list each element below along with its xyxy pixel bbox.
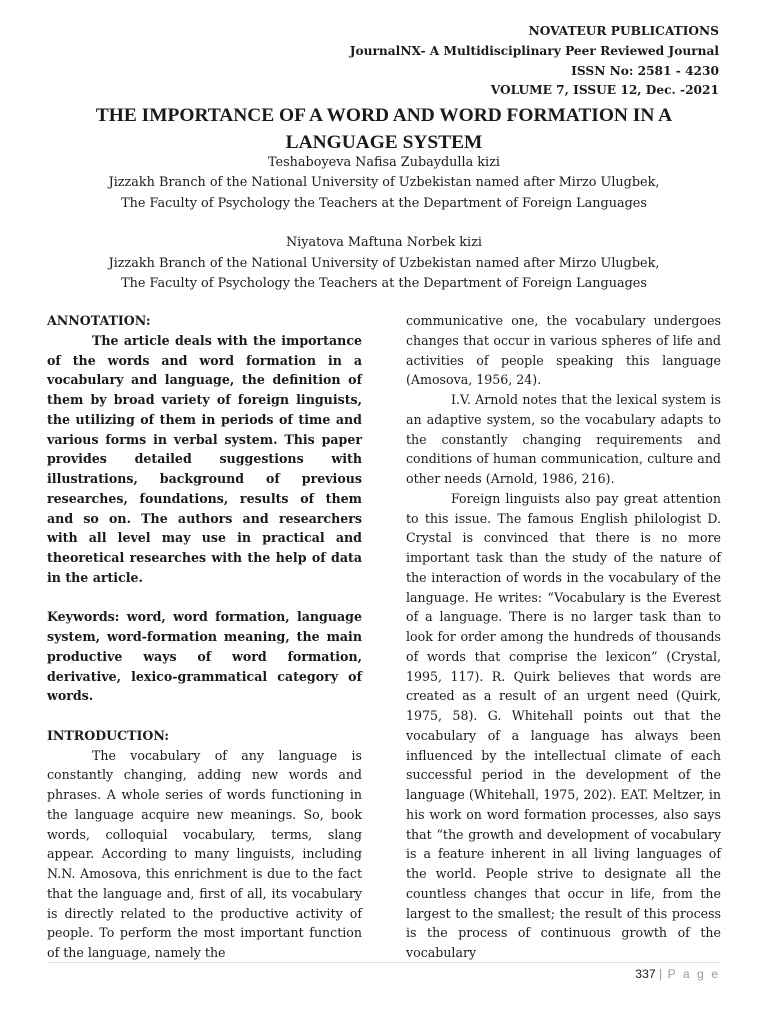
publisher-name: NOVATEUR PUBLICATIONS (528, 24, 719, 38)
author-affiliation: The Faculty of Psychology the Teachers at the Department of Foreign Languages (121, 276, 647, 292)
title-line-2: LANGUAGE SYSTEM (285, 131, 483, 153)
volume-issue: VOLUME 7, ISSUE 12, Dec. -2021 (490, 83, 719, 98)
author-name: Niyatova Maftuna Norbek kizi (285, 235, 482, 251)
body-paragraph: I.V. Arnold notes that the lexical system is an adaptive system, so the vocabulary adapts to the constantly changing requirements and conditions of human communication, culture and other needs (Arnold, 1986, 216). (406, 392, 721, 486)
paper-title (60, 103, 708, 156)
annotation-text: The article deals with the importance of the words and word formation in a vocabulary and language, the definition of them by broad variety of foreign linguists, the utilizing of them in periods of time and various forms in verbal system. This paper provides detailed suggestions with illustrations, background of previous researches, foundations, results of them and so on. The authors and researchers with all level may use in practical and theoretical researches with the help of data in the article. (47, 332, 362, 585)
introduction-heading: INTRODUCTION: (47, 727, 170, 743)
annotation-heading: ANNOTATION: (47, 313, 151, 328)
author-block (30, 153, 738, 294)
page-footer (635, 967, 720, 981)
title-line-1: THE IMPORTANCE OF A WORD AND WORD FORMATION IN A (95, 105, 673, 126)
left-column (47, 311, 362, 963)
footer-divider (47, 962, 721, 963)
author-affiliation: The Faculty of Psychology the Teachers at the Department of Foreign Languages (121, 195, 647, 211)
footer-separator: | (659, 967, 665, 981)
author-name: Teshaboyeva Nafisa Zubaydulla kizi (268, 155, 500, 170)
page-number: 337 (635, 967, 656, 981)
body-paragraph: The vocabulary of any language is constantly changing, adding new words and phrases. A whole series of words functioning in the language acquire new meanings. So, book words, colloquial vocabulary, terms, slang appear. According to many linguists, including N.N. Amosova, this enrichment is due to the fact that the language and, first of all, its vocabulary is directly related to the productive activity of people. To perform the most important function of the language, namely the (47, 747, 362, 960)
body-paragraph: communicative one, the vocabulary undergoes changes that occur in various spheres of life and activities of people speaking this language (Amosova, 1956, 24). (406, 313, 721, 388)
author-affiliation: Jizzakh Branch of the National University of Uzbekistan named after Mirzo Ulugbek, (108, 255, 660, 271)
body-paragraph: Foreign linguists also pay great attention to this issue. The famous English philologist D. Crystal is convinced that there is no more important task than the study of the nature of the interaction of words in the vocabulary of the language. He writes: “Vocabulary is the Everest of a language. There is no larger task than to look for order among the hundreds of thousands of words that comprise the lexicon” (Crystal, 1995, 117). R. Quirk believes that words are created as a result of an urgent need (Quirk, 1975, 58). G. Whitehall points out that the vocabulary of a language has always been influenced by the intellectual climate of each successful period in the development of the language (Whitehall, 1975, 202). EAT. Meltzer, in his work on word formation processes, also says that “the growth and development of vocabulary is a feature inherent in all living languages of the world. People strive to designate all the countless changes that occur in life, from the largest to the smallest; the result of this process is the process of continuous growth of the vocabulary (406, 490, 721, 960)
page-label: P a g e (667, 967, 720, 981)
keywords: Keywords: word, word formation, language system, word-formation meaning, the main productive ways of word formation, derivative, lexico-grammatical category of words. (47, 609, 362, 704)
author-affiliation: Jizzakh Branch of the National University of Uzbekistan named after Mirzo Ulugbek, (108, 175, 660, 191)
journal-header (350, 22, 719, 101)
issn: ISSN No: 2581 - 4230 (571, 63, 719, 78)
right-column (406, 311, 721, 963)
journal-name: JournalNX- A Multidisciplinary Peer Reviewed Journal (349, 43, 719, 58)
